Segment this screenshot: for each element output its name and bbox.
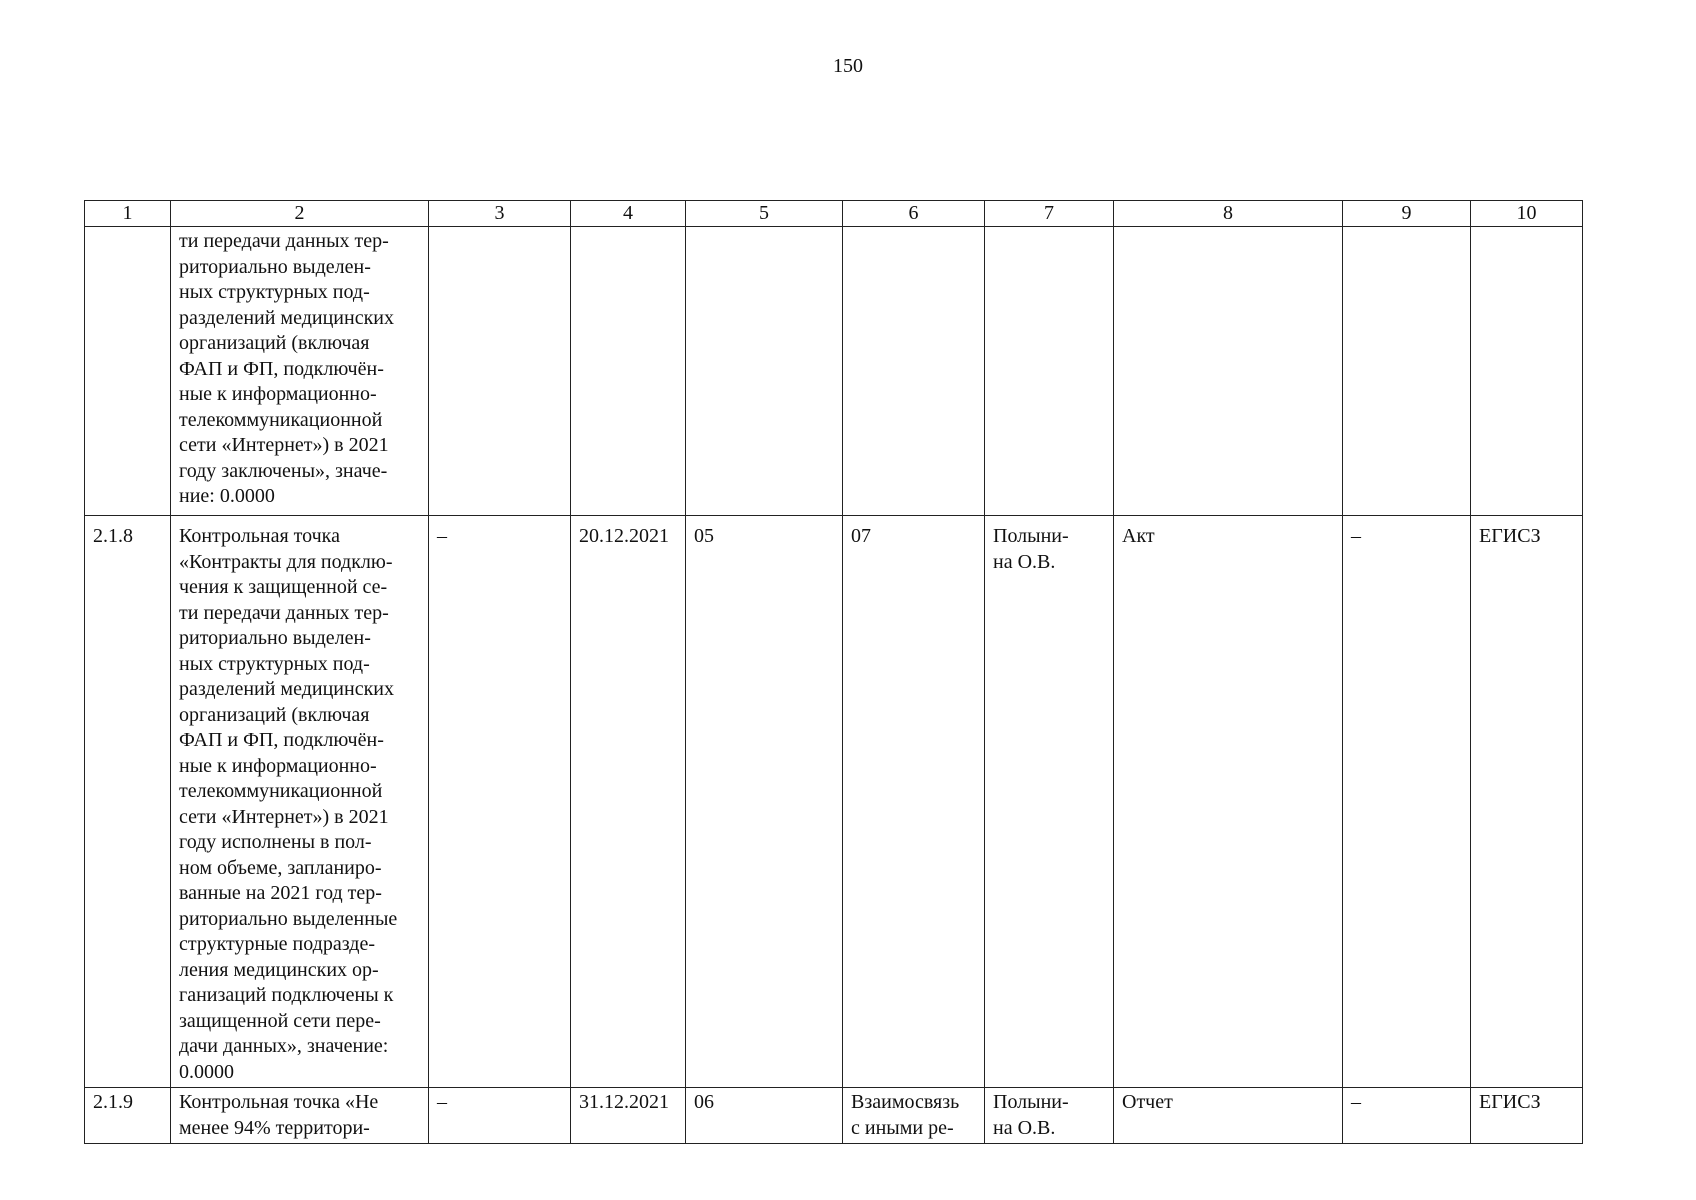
cell-text: 05 (694, 525, 714, 547)
cell-col3 (429, 516, 571, 1088)
cell-text: Полыни- на О.В. (993, 1091, 1069, 1139)
column-header-5: 5 (686, 201, 843, 227)
cell-text: 06 (694, 1091, 714, 1113)
cell-col7 (985, 516, 1114, 1088)
cell-col10 (1471, 227, 1583, 516)
cell-col3 (429, 1088, 571, 1144)
cell-text: Взаимосвязь с иными ре- (851, 1091, 960, 1139)
cell-col9 (1343, 227, 1471, 516)
cell-text: Полыни- на О.В. (993, 525, 1069, 573)
cell-text: ЕГИСЗ (1479, 1091, 1541, 1113)
cell-col4 (571, 516, 686, 1088)
cell-col8 (1114, 227, 1343, 516)
cell-text: ЕГИСЗ (1479, 525, 1541, 547)
column-header-8: 8 (1114, 201, 1343, 227)
cell-col5 (686, 1088, 843, 1144)
column-header-3: 3 (429, 201, 571, 227)
cell-text: 07 (851, 525, 871, 547)
cell-text: – (437, 1091, 447, 1113)
column-header-7: 7 (985, 201, 1114, 227)
cell-text: ти передачи данных тер- риториально выделен- ных структурных под- разделений медицинских организаций (включая ФАП и ФП, подключён- ные к информационно- телекоммуникационной сети «Интернет») в 2021 году заключены», значе- ние: 0.0000 (179, 230, 394, 507)
cell-text: – (1351, 1091, 1361, 1113)
cell-col9 (1343, 516, 1471, 1088)
cell-text: Контрольная точка «Контракты для подклю- чения к защищенной се- ти передачи данных тер- риториально выделен- ных структурных под- разделений медицинских организаций (включая ФАП и ФП, подключён- ные к информационно- телекоммуникационной сети «Интернет») в 2021 году исполнены в пол- ном объеме, запланиро- ванные на 2021 год тер- риториально выделенные структурные подразде- ления медицинских ор- ганизаций подключены к защищенной сети пере- дачи данных», значение: 0.0000 (179, 525, 398, 1083)
cell-col9 (1343, 1088, 1471, 1144)
column-header-4: 4 (571, 201, 686, 227)
cell-col6 (843, 516, 985, 1088)
column-header-6: 6 (843, 201, 985, 227)
cell-col6 (843, 1088, 985, 1144)
cell-text: 2.1.8 (93, 525, 133, 547)
table-row (85, 227, 1583, 516)
document-table (84, 200, 1583, 1144)
table-row (85, 1088, 1583, 1144)
cell-text: 31.12.2021 (579, 1091, 669, 1113)
cell-description (171, 227, 429, 516)
column-header-9: 9 (1343, 201, 1471, 227)
cell-text: Акт (1122, 525, 1155, 547)
cell-col4 (571, 227, 686, 516)
cell-number (85, 1088, 171, 1144)
cell-text: 20.12.2021 (579, 525, 669, 547)
cell-col3 (429, 227, 571, 516)
column-header-2: 2 (171, 201, 429, 227)
cell-text: 2.1.9 (93, 1091, 133, 1113)
cell-col10 (1471, 516, 1583, 1088)
cell-col5 (686, 516, 843, 1088)
column-header-10: 10 (1471, 201, 1583, 227)
cell-col6 (843, 227, 985, 516)
cell-col10 (1471, 1088, 1583, 1144)
cell-text: – (1351, 525, 1361, 547)
table-row (85, 516, 1583, 1088)
cell-number (85, 516, 171, 1088)
page-number: 150 (833, 55, 863, 77)
cell-text: Отчет (1122, 1091, 1173, 1113)
cell-text: – (437, 525, 447, 547)
cell-col8 (1114, 1088, 1343, 1144)
cell-description (171, 516, 429, 1088)
cell-col7 (985, 227, 1114, 516)
cell-col4 (571, 1088, 686, 1144)
cell-col7 (985, 1088, 1114, 1144)
cell-col5 (686, 227, 843, 516)
cell-text: Контрольная точка «Не менее 94% территори- (179, 1091, 379, 1139)
column-header-1: 1 (85, 201, 171, 227)
cell-description (171, 1088, 429, 1144)
cell-col8 (1114, 516, 1343, 1088)
table-header-row (85, 201, 1583, 227)
cell-number (85, 227, 171, 516)
